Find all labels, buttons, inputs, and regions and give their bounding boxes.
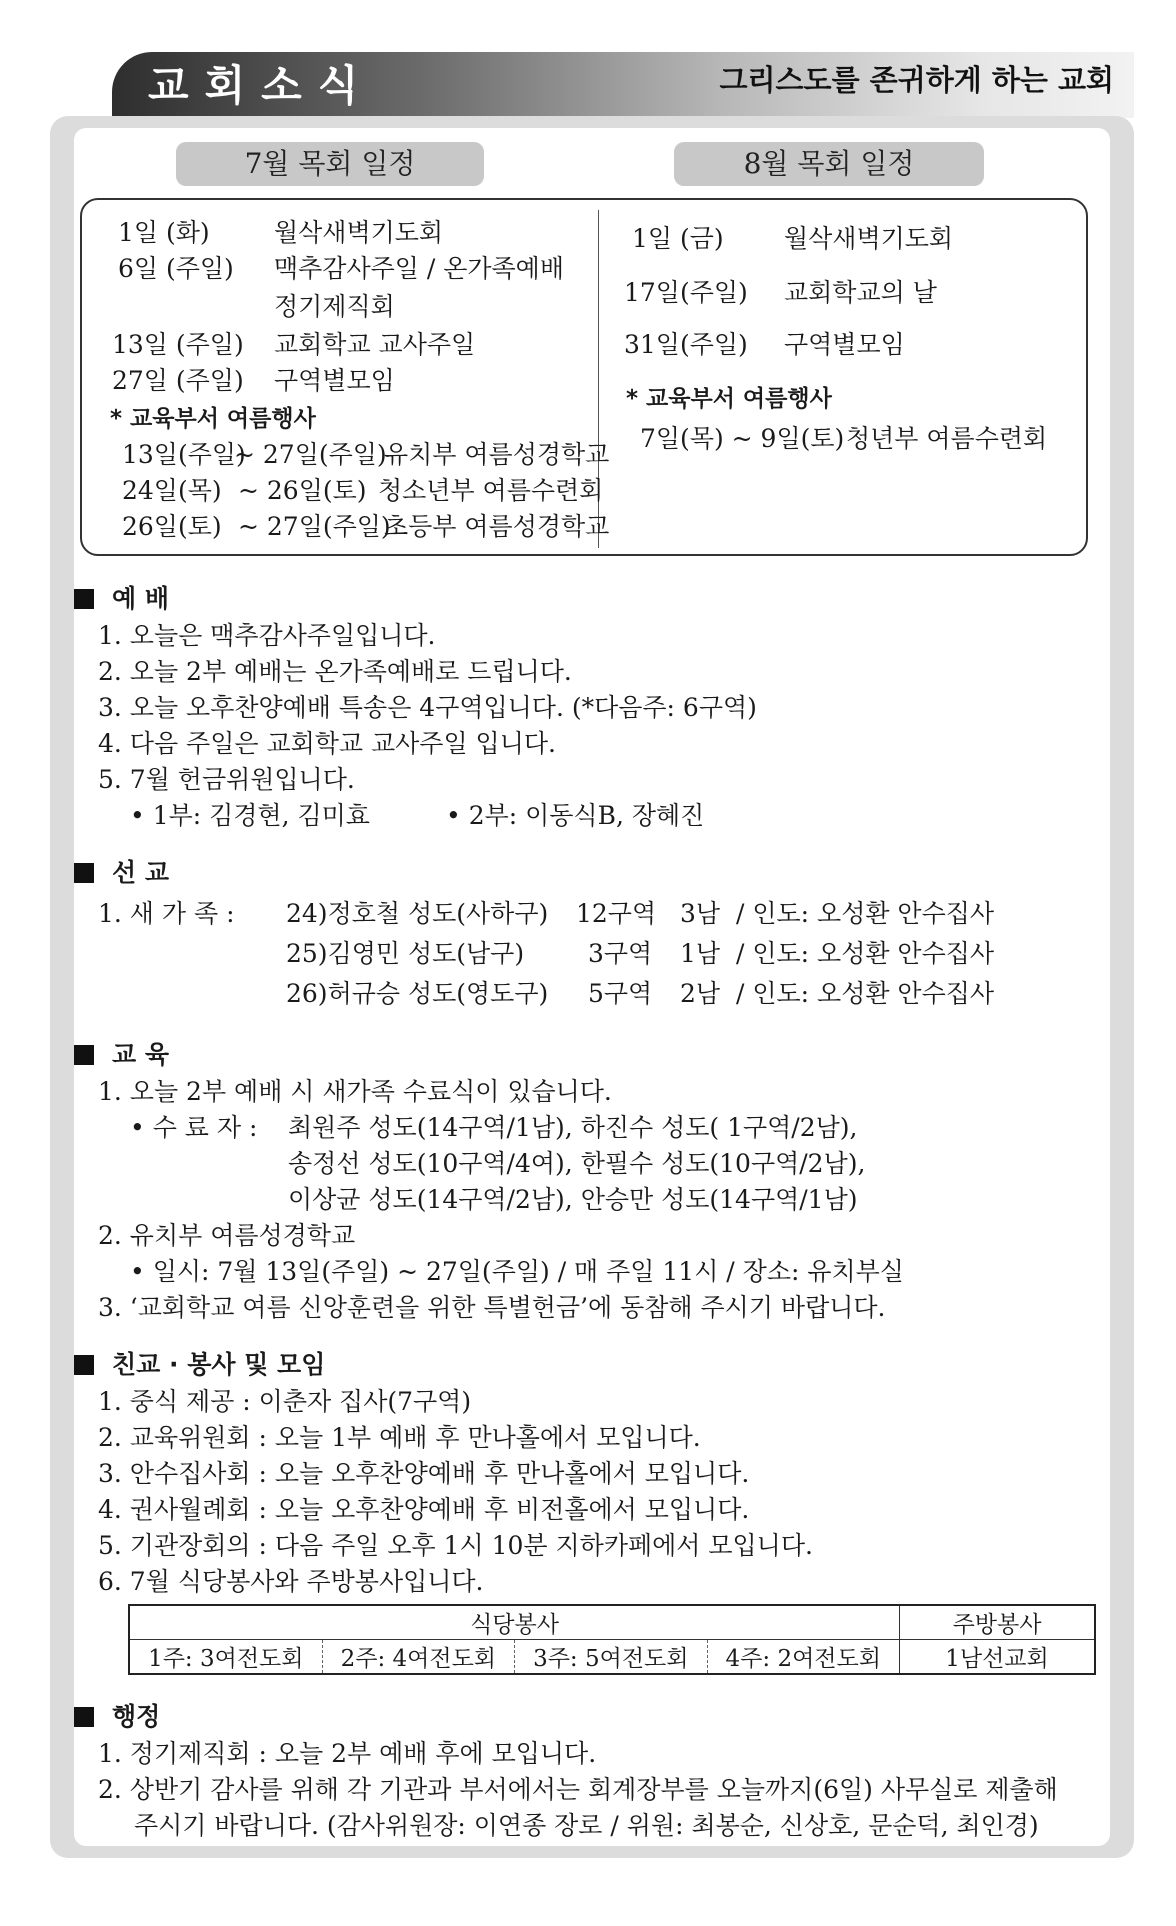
fellowship-line: 1. 중식 제공 : 이춘자 집사(7구역) bbox=[98, 1387, 472, 1416]
graduates-label: • 수 료 자 : bbox=[130, 1113, 258, 1142]
fellowship-line: 2. 교육위원회 : 오늘 1부 예배 후 만나홀에서 모입니다. bbox=[98, 1423, 701, 1452]
july-schedule-label: 7월 목회 일정 bbox=[176, 142, 484, 186]
summer-end: ~ 26일(토) bbox=[238, 476, 367, 505]
new-family-label: 1. 새 가 족 : bbox=[98, 899, 235, 928]
new-family-name: 26)허규승 성도(영도구) bbox=[286, 979, 549, 1008]
new-family-guide: / 인도: 오성환 안수집사 bbox=[736, 939, 995, 968]
service-table-row bbox=[129, 1640, 1095, 1675]
worship-line: 3. 오늘 오후찬양예배 특송은 4구역입니다. (*다음주: 6구역) bbox=[98, 693, 757, 722]
graduates-list: 최원주 성도(14구역/1남), 하진수 성도( 1구역/2남), bbox=[288, 1113, 858, 1142]
summer-end: ~ 27일(주일) bbox=[234, 440, 387, 469]
service-table bbox=[128, 1604, 1096, 1675]
church-slogan: 그리스도를 존귀하게 하는 교회 bbox=[719, 63, 1114, 97]
square-bullet-icon bbox=[74, 589, 94, 609]
education-heading-text: 교 육 bbox=[112, 1040, 170, 1069]
august-summer-heading: * 교육부서 여름행사 bbox=[626, 386, 832, 412]
summer-period: 7일(목) ~ 9일(토) bbox=[640, 424, 845, 453]
dining-week-cell: 4주: 2여전도회 bbox=[707, 1640, 899, 1675]
worship-heading-text: 예 배 bbox=[112, 584, 170, 613]
mission-heading bbox=[74, 856, 169, 890]
admin-heading-text: 행정 bbox=[112, 1702, 161, 1731]
offering-second-service: • 2부: 이동식B, 장혜진 bbox=[446, 801, 705, 830]
new-family-district: 3구역 bbox=[588, 939, 653, 968]
square-bullet-icon bbox=[74, 863, 94, 883]
admin-line: 1. 정기제직회 : 오늘 2부 예배 후에 모입니다. bbox=[98, 1739, 597, 1768]
new-family-name: 24)정호철 성도(사하구) bbox=[286, 899, 549, 928]
education-line: 3. ‘교회학교 여름 신앙훈련을 위한 특별헌금’에 동참해 주시기 바랍니다. bbox=[98, 1293, 886, 1322]
august-item-date: 17일(주일) bbox=[624, 278, 748, 307]
education-heading bbox=[74, 1038, 169, 1072]
fellowship-line: 6. 7월 식당봉사와 주방봉사입니다. bbox=[98, 1567, 484, 1596]
summer-end: ~ 27일(주일) bbox=[238, 512, 391, 541]
square-bullet-icon bbox=[74, 1045, 94, 1065]
new-family-guide: / 인도: 오성환 안수집사 bbox=[736, 979, 995, 1008]
graduates-list: 이상균 성도(14구역/2남), 안승만 성도(14구역/1남) bbox=[288, 1185, 858, 1214]
july-item-event: 교회학교 교사주일 bbox=[274, 330, 476, 359]
august-item-date: 1일 (금) bbox=[632, 224, 724, 253]
dining-service-header: 식당봉사 bbox=[129, 1605, 900, 1640]
education-line: 1. 오늘 2부 예배 시 새가족 수료식이 있습니다. bbox=[98, 1077, 612, 1106]
summer-event: 유치부 여름성경학교 bbox=[384, 440, 610, 469]
fellowship-heading bbox=[74, 1348, 325, 1382]
education-line: 2. 유치부 여름성경학교 bbox=[98, 1221, 356, 1250]
vbs-details: • 일시: 7월 13일(주일) ~ 27일(주일) / 매 주일 11시 / 장소: 유치부실 bbox=[130, 1257, 904, 1286]
august-item-event: 구역별모임 bbox=[784, 330, 905, 359]
summer-event: 청소년부 여름수련회 bbox=[378, 476, 604, 505]
admin-heading bbox=[74, 1700, 160, 1734]
new-family-district: 12구역 bbox=[576, 899, 657, 928]
kitchen-cell: 1남선교회 bbox=[900, 1640, 1096, 1675]
july-item-event: 월삭새벽기도회 bbox=[274, 218, 444, 247]
fellowship-heading-text: 친교 · 봉사 및 모임 bbox=[112, 1350, 326, 1379]
new-family-members: 3남 bbox=[680, 899, 721, 928]
fellowship-line: 5. 기관장회의 : 다음 주일 오후 1시 10분 지하카페에서 모입니다. bbox=[98, 1531, 813, 1560]
worship-line: 5. 7월 헌금위원입니다. bbox=[98, 765, 355, 794]
admin-line: 2. 상반기 감사를 위해 각 기관과 부서에서는 회계장부를 오늘까지(6일) 사무실로 제출해 bbox=[98, 1775, 1058, 1804]
august-item-event: 교회학교의 날 bbox=[784, 278, 937, 307]
summer-event: 초등부 여름성경학교 bbox=[384, 512, 610, 541]
july-item-date: 1일 (화) bbox=[118, 218, 210, 247]
offering-first-service: • 1부: 김경현, 김미효 bbox=[130, 801, 370, 830]
new-family-guide: / 인도: 오성환 안수집사 bbox=[736, 899, 995, 928]
square-bullet-icon bbox=[74, 1707, 94, 1727]
july-item-date: 13일 (주일) bbox=[112, 330, 244, 359]
july-item-date: 27일 (주일) bbox=[112, 366, 244, 395]
summer-start: 13일(주일) bbox=[122, 440, 246, 469]
new-family-name: 25)김영민 성도(남구) bbox=[286, 939, 525, 968]
july-summer-heading: * 교육부서 여름행사 bbox=[110, 406, 316, 432]
page-title: 교회소식 bbox=[148, 61, 375, 110]
august-schedule-label: 8월 목회 일정 bbox=[674, 142, 984, 186]
service-table-header bbox=[129, 1605, 1095, 1640]
dining-week-cell: 1주: 3여전도회 bbox=[129, 1640, 322, 1675]
worship-line: 1. 오늘은 맥추감사주일입니다. bbox=[98, 621, 436, 650]
kitchen-service-header: 주방봉사 bbox=[900, 1605, 1096, 1640]
dining-week-cell: 2주: 4여전도회 bbox=[322, 1640, 514, 1675]
july-item-event: 맥추감사주일 / 온가족예배 bbox=[274, 254, 564, 283]
worship-line: 4. 다음 주일은 교회학교 교사주일 입니다. bbox=[98, 729, 556, 758]
mission-heading-text: 선 교 bbox=[112, 858, 170, 887]
august-item-event: 월삭새벽기도회 bbox=[784, 224, 954, 253]
new-family-members: 1남 bbox=[680, 939, 721, 968]
square-bullet-icon bbox=[74, 1355, 94, 1375]
graduates-list: 송정선 성도(10구역/4여), 한필수 성도(10구역/2남), bbox=[288, 1149, 866, 1178]
new-family-district: 5구역 bbox=[588, 979, 653, 1008]
july-item-event: 정기제직회 bbox=[274, 292, 395, 321]
admin-line: 주시기 바랍니다. (감사위원장: 이연종 장로 / 위원: 최봉순, 신상호, 문순덕, 최인경) bbox=[134, 1811, 1039, 1840]
summer-start: 24일(목) bbox=[122, 476, 222, 505]
worship-line: 2. 오늘 2부 예배는 온가족예배로 드립니다. bbox=[98, 657, 572, 686]
new-family-members: 2남 bbox=[680, 979, 721, 1008]
page-header bbox=[0, 0, 1176, 120]
summer-event: 청년부 여름수련회 bbox=[846, 424, 1048, 453]
july-item-date: 6일 (주일) bbox=[118, 254, 234, 283]
july-item-event: 구역별모임 bbox=[274, 366, 395, 395]
summer-start: 26일(토) bbox=[122, 512, 222, 541]
fellowship-line: 4. 권사월례회 : 오늘 오후찬양예배 후 비전홀에서 모입니다. bbox=[98, 1495, 750, 1524]
fellowship-line: 3. 안수집사회 : 오늘 오후찬양예배 후 만나홀에서 모입니다. bbox=[98, 1459, 750, 1488]
worship-heading bbox=[74, 582, 169, 616]
august-item-date: 31일(주일) bbox=[624, 330, 748, 359]
dining-week-cell: 3주: 5여전도회 bbox=[515, 1640, 707, 1675]
